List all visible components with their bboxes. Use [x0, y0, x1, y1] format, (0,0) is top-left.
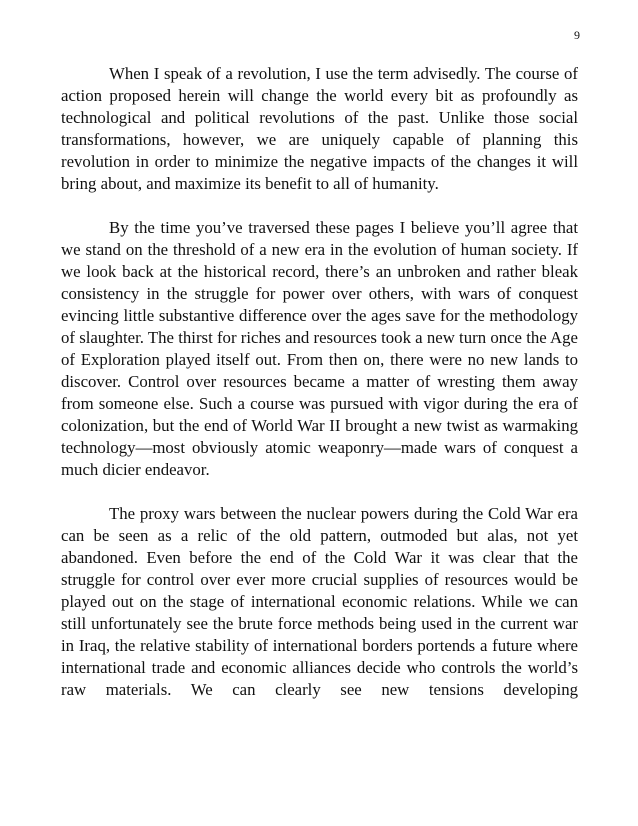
- paragraph-historical-record: By the time you’ve traversed these pages I believe you’ll agree that we stand on the threshold of a new era in the evolution of human society. If we look back at the historical record, there’s an unbroken and rather bleak consistency in the struggle for power over others, with wars of conquest evincing little substantive difference over the ages save for the methodology of slaughter. The thirst for riches and resources took a new turn once the Age of Exploration played itself out. From then on, there were no new lands to discover. Control over resources became a matter of wresting them away from someone else. Such a course was pursued with vigor during the era of colonization, but the end of World War II brought a new twist as warmaking technology—most obviously atomic weaponry—made wars of conquest a much dicier endeavor.: [61, 218, 578, 479]
- paragraph-revolution: When I speak of a revolution, I use the term advisedly. The course of action proposed herein will change the world every bit as profoundly as technological and political revolutions of the past. Unlike those social transformations, however, we are uniquely capable of planning this revolution in order to minimize the negative impacts of the changes it will bring about, and maximize its benefit to all of humanity.: [61, 64, 578, 193]
- page-number: 9: [574, 28, 580, 42]
- body-text: [61, 63, 578, 701]
- paragraph-cold-war: The proxy wars between the nuclear powers during the Cold War era can be seen as a relic of the old pattern, outmoded but alas, not yet abandoned. Even before the end of the Cold War it was clear that the struggle for control over ever more crucial supplies of resources would be played out on the stage of international economic relations. While we can still unfortunately see the brute force methods being used in the current war in Iraq, the relative stability of international borders portends a future where international trade and economic alliances decide who controls the world’s raw materials. We can clearly see new tensions developing: [61, 504, 578, 699]
